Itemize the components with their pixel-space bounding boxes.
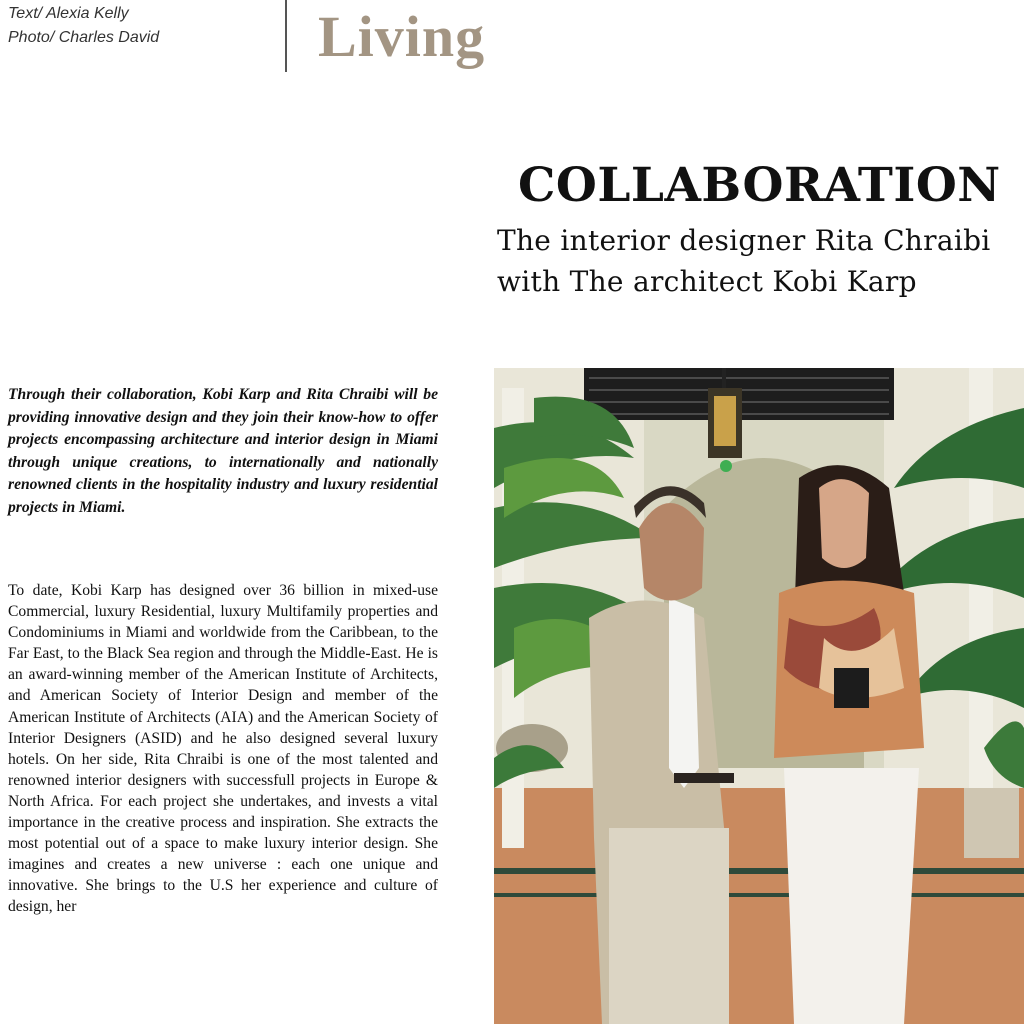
subhead-line-2: with The architect Kobi Karp (497, 265, 917, 298)
text-credit: Text/ Alexia Kelly (8, 5, 129, 22)
subhead-line-1: The interior designer Rita Chraibi (497, 224, 991, 257)
article-headline: COLLABORATION (518, 158, 1001, 213)
portrait-photo-illustration (494, 368, 1024, 1024)
header-divider (285, 0, 287, 72)
article-subhead (497, 220, 991, 302)
body-paragraph: To date, Kobi Karp has designed over 36 billion in mixed-use Commercial, luxury Residential, luxury Multifamily properties and Condominiums in Miami and worldwide from the Caribbean, to the Far East, to the Black Sea region and through the Middle-East. He is an award-winning member of the American Institute of Architects, and American Society of Interior Design and member of the American Institute of Architects (AIA) and the American Society of Interior Designers (ASID) and he also designed several luxury hotels. On her side, Rita Chraibi is one of the most talented and renowned interior designers with successfull projects in Europe & North Africa. For each project she undertakes, and invests a vital importance in the creative process and inspiration. She extracts the most potential out of a space to make luxury interior design. She imagines and creates a new universe : each one unique and innovative. She brings to the U.S her experience and culture of design, her (8, 582, 438, 916)
photo-credit: Photo/ Charles David (8, 29, 160, 46)
lead-paragraph: Through their collaboration, Kobi Karp and Rita Chraibi will be providing innovative design and they join their know-how to offer projects encompassing architecture and interior design in Miami through unique creations, to internationally and nationally renowned clients in the hospitality industry and luxury residential projects in Miami. (8, 386, 438, 516)
article-photo (494, 368, 1024, 1024)
credits-block (8, 0, 163, 50)
section-label: Living (318, 4, 486, 69)
